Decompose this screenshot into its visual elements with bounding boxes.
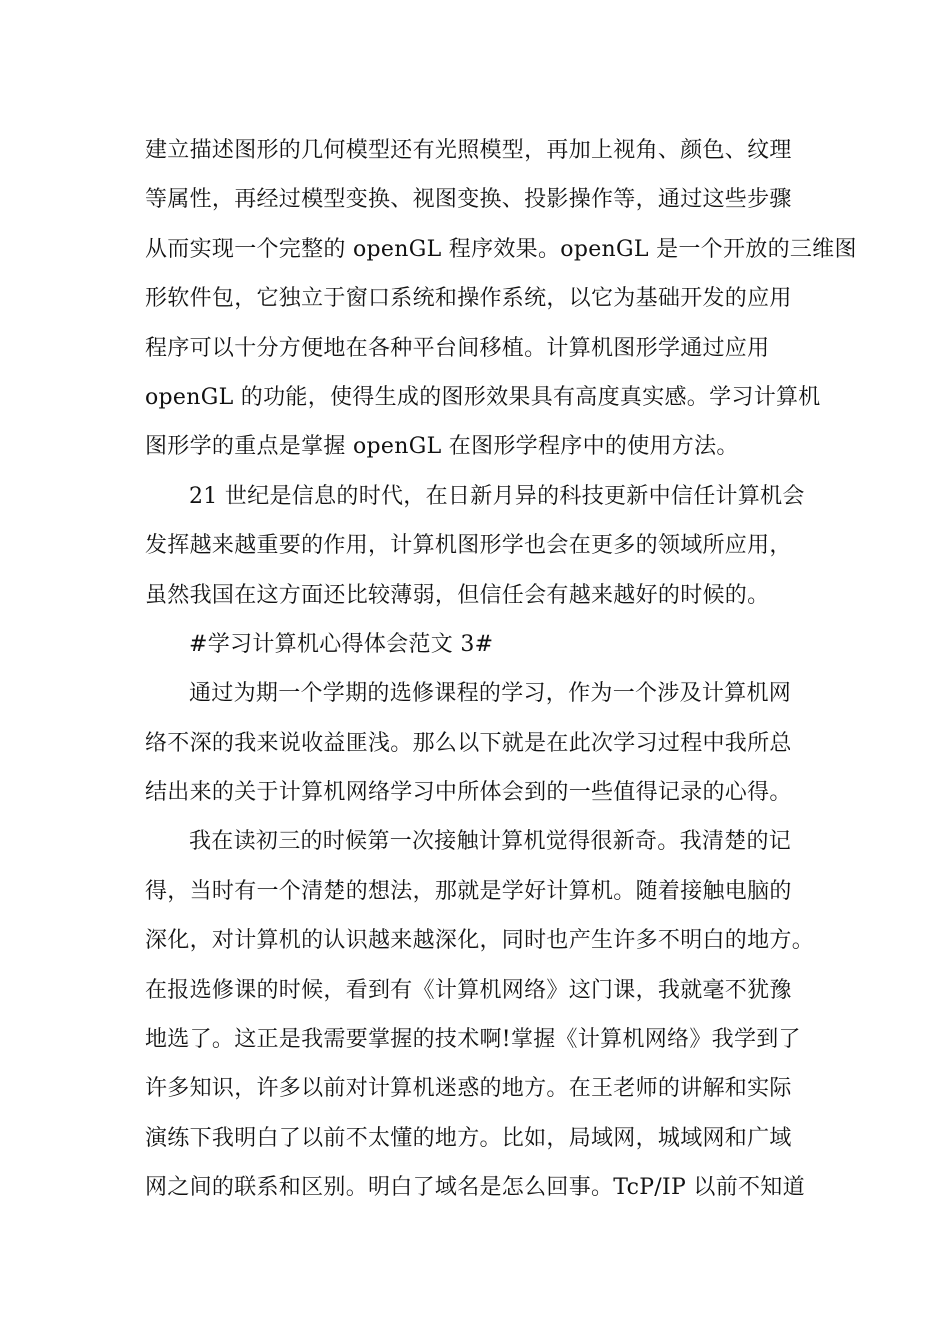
text-line: 图形学的重点是掌握 openGL 在图形学程序中的使用方法。 — [145, 434, 739, 460]
text-line: 深化，对计算机的认识越来越深化，同时也产生许多不明白的地方。 — [145, 928, 815, 954]
text-line: 结出来的关于计算机网络学习中所体会到的一些值得记录的心得。 — [145, 780, 792, 806]
text-line: 发挥越来越重要的作用，计算机图形学也会在更多的领域所应用， — [145, 533, 792, 559]
text-line: 许多知识，许多以前对计算机迷惑的地方。在王老师的讲解和实际 — [145, 1076, 792, 1102]
text-line: 程序可以十分方便地在各种平台间移植。计算机图形学通过应用 — [145, 335, 770, 361]
paragraph-start-line: 我在读初三的时候第一次接触计算机觉得很新奇。我清楚的记 — [189, 829, 792, 855]
text-line: 络不深的我来说收益匪浅。那么以下就是在此次学习过程中我所总 — [145, 730, 792, 756]
paragraph-start-line: 21 世纪是信息的时代，在日新月异的科技更新中信任计算机会 — [189, 483, 805, 509]
paragraph-start-line: 通过为期一个学期的选修课程的学习，作为一个涉及计算机网 — [189, 681, 792, 707]
text-line: 网之间的联系和区别。明白了域名是怎么回事。TcP/IP 以前不知道 — [145, 1175, 805, 1201]
section-heading: #学习计算机心得体会范文 3# — [189, 631, 494, 657]
text-line: 得，当时有一个清楚的想法，那就是学好计算机。随着接触电脑的 — [145, 878, 792, 904]
body-text — [145, 126, 857, 1213]
text-line: 建立描述图形的几何模型还有光照模型，再加上视角、颜色、纹理 — [145, 138, 792, 163]
text-line: 在报选修课的时候，看到有《计算机网络》这门课，我就毫不犹豫 — [145, 977, 792, 1003]
text-line: 虽然我国在这方面还比较薄弱，但信任会有越来越好的时候的。 — [145, 582, 770, 608]
text-line: 形软件包，它独立于窗口系统和操作系统，以它为基础开发的应用 — [145, 286, 792, 312]
text-line: openGL 的功能，使得生成的图形效果具有高度真实感。学习计算机 — [145, 384, 821, 410]
text-line: 地选了。这正是我需要掌握的技术啊!掌握《计算机网络》我学到了 — [145, 1027, 801, 1053]
text-line: 等属性，再经过模型变换、视图变换、投影操作等，通过这些步骤 — [145, 187, 792, 213]
text-line: 从而实现一个完整的 openGL 程序效果。openGL 是一个开放的三维图 — [145, 236, 857, 262]
text-line: 演练下我明白了以前不太懂的地方。比如，局域网，城域网和广域 — [145, 1125, 792, 1151]
